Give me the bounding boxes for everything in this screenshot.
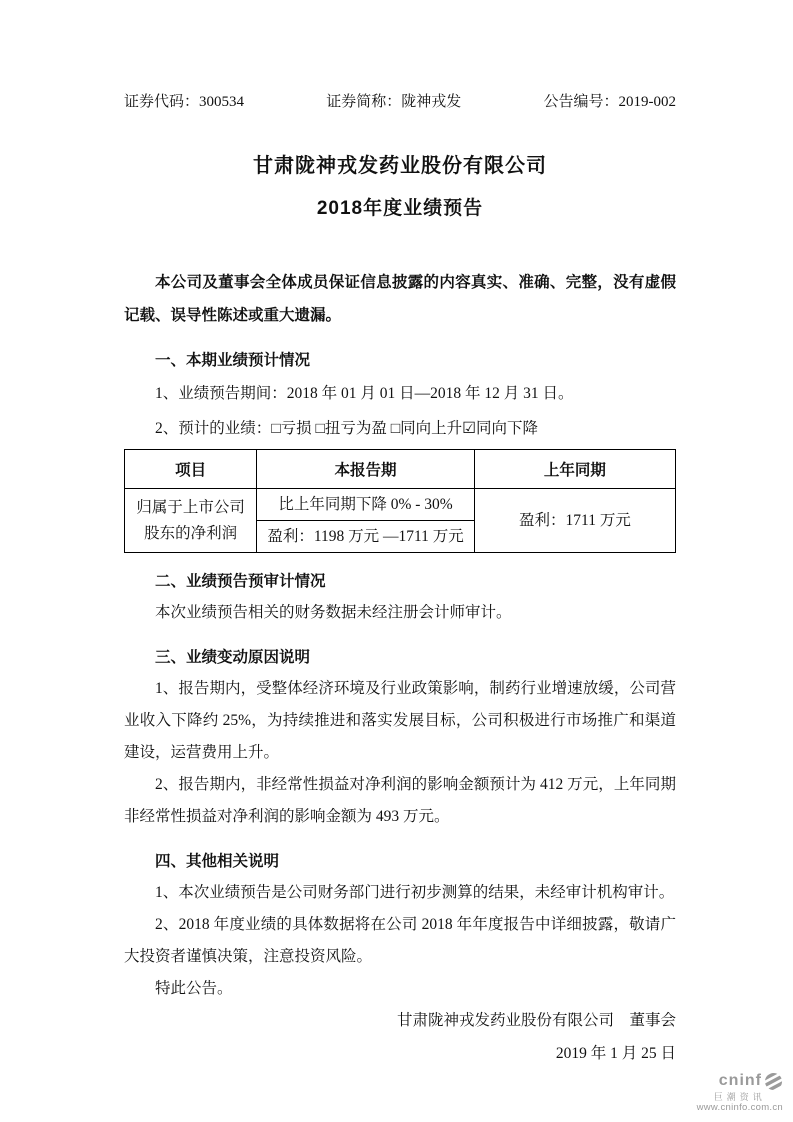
company-title: 甘肃陇神戎发药业股份有限公司 xyxy=(253,155,547,177)
forecast-type-item: 2、预计的业绩：□亏损 □扭亏为盈 □同向上升☑同向下降 xyxy=(155,420,538,437)
announcement-date: 2019 年 1 月 25 日 xyxy=(555,1045,676,1062)
other-note-paragraph-2: 2、2018 年度业绩的具体数据将在公司 2018 年年度报告中详细披露，敬请广大投资者谨慎决策，注意投资风险。 xyxy=(124,916,676,965)
section-3-heading: 三、业绩变动原因说明 xyxy=(155,649,311,666)
column-header-prior-period: 上年同期 xyxy=(474,450,675,489)
section-2-heading: 二、业绩预告预审计情况 xyxy=(155,573,326,590)
board-signature: 甘肃陇神戎发药业股份有限公司 董事会 xyxy=(396,1012,676,1029)
document-header-row xyxy=(124,92,676,112)
column-header-item: 项目 xyxy=(125,450,257,489)
stock-abbr: 证券简称：陇神戎发 xyxy=(326,94,462,110)
cninfo-swirl-icon xyxy=(764,1072,783,1091)
announcement-number: 公告编号：2019-002 xyxy=(543,94,676,110)
cninfo-brand-row xyxy=(697,1072,783,1091)
cninfo-chinese-name: 巨潮资讯 xyxy=(713,1091,766,1102)
table-row xyxy=(125,489,676,521)
section-4-heading: 四、其他相关说明 xyxy=(155,853,280,870)
variation-reason-paragraph-2: 2、报告期内，非经常性损益对净利润的影响金额预计为 412 万元，上年同期非经常性损益对净利润的影响金额为 493 万元。 xyxy=(124,776,676,825)
variation-reason-paragraph-1: 1、报告期内，受整体经济环境及行业政策影响，制药行业增速放缓，公司营业收入下降约 25%，为持续推进和落实发展目标，公司积极进行市场推广和渠道建设，运营费用上升。 xyxy=(124,680,676,761)
document-content xyxy=(124,92,676,1070)
disclaimer-statement: 本公司及董事会全体成员保证信息披露的内容真实、准确、完整，没有虚假记载、误导性陈述或重大遗漏。 xyxy=(124,274,676,324)
other-note-paragraph-1: 1、本次业绩预告是公司财务部门进行初步测算的结果，未经审计机构审计。 xyxy=(155,884,675,901)
stock-code: 证券代码：300534 xyxy=(124,94,245,110)
prior-period-profit-cell: 盈利：1711 万元 xyxy=(474,489,675,553)
closing-block xyxy=(124,1005,676,1070)
column-header-current-period: 本报告期 xyxy=(257,450,475,489)
forecast-period-item: 1、业绩预告期间：2018 年 01 月 01 日—2018 年 12 月 31 日。 xyxy=(155,385,574,402)
report-title: 2018年度业绩预告 xyxy=(316,198,484,219)
section-1-heading: 一、本期业绩预计情况 xyxy=(155,352,311,369)
current-period-profit-cell: 盈利：1198 万元 —1711 万元 xyxy=(257,521,475,553)
cninfo-watermark xyxy=(697,1072,783,1114)
table-header-row xyxy=(125,450,676,489)
performance-forecast-table xyxy=(124,449,676,553)
cninfo-url: www.cninfo.com.cn xyxy=(696,1102,783,1114)
net-profit-row-label: 归属于上市公司股东的净利润 xyxy=(125,489,257,553)
audit-status-paragraph: 本次业绩预告相关的财务数据未经注册会计师审计。 xyxy=(155,604,512,621)
hereby-announce-line: 特此公告。 xyxy=(155,980,233,997)
cninfo-brand-text: cninf xyxy=(718,1072,762,1090)
current-period-change-cell: 比上年同期下降 0% - 30% xyxy=(257,489,475,521)
